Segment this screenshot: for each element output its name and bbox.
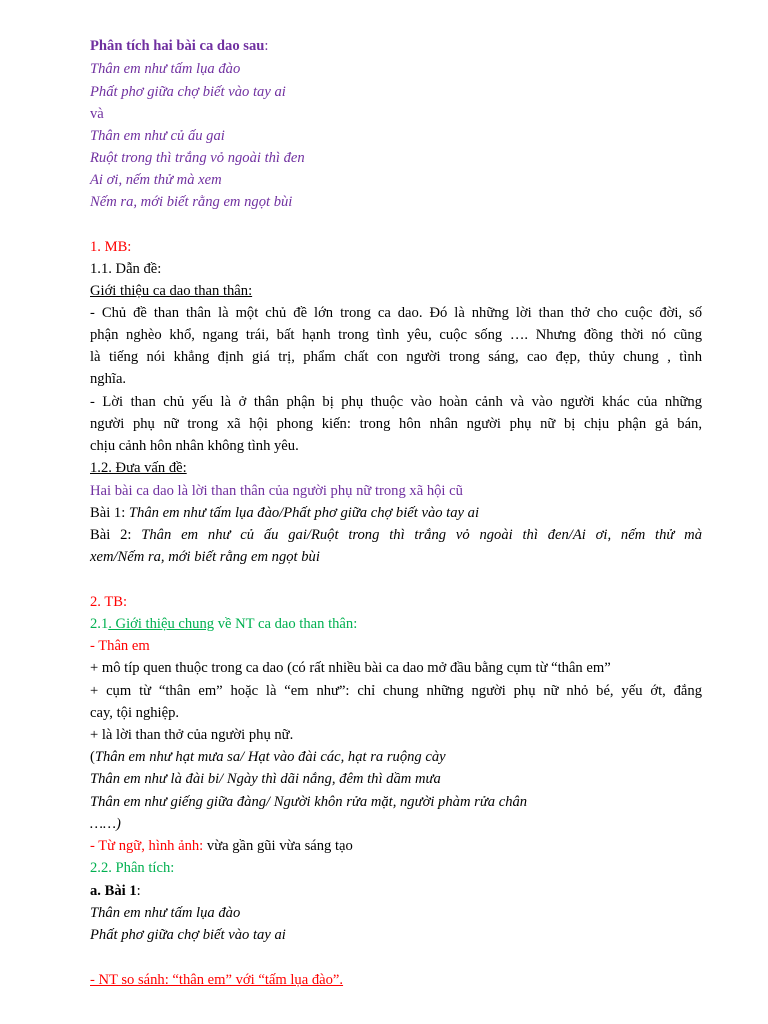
paragraph-line: là tiếng nói khẳng định giá trị, phẩm chất con người trong sáng, cao đẹp, thủy chung , tình [90,349,702,365]
example-text: Thân em như hạt mưa sa/ Hạt vào đài các, hạt ra ruộng cày [94,749,446,765]
bullet-line: + cụm từ “thân em” hoặc là “em như”: chỉ chung những người phụ nữ nhỏ bé, yếu ớt, đắng [90,683,702,699]
subsection-1-2-text: Hai bài ca dao là lời than thân của người phụ nữ trong xã hội cũ [90,483,463,499]
poem-line: Thân em như tấm lụa đào [90,905,241,921]
paragraph-line: nghĩa. [90,371,127,387]
bai2-text: Thân em như củ ấu gai/Ruột trong thì trắng vỏ ngoài thì đen/Ai ơi, nếm thử mà [141,527,703,543]
poem2-line: Nếm ra, mới biết rằng em ngọt bùi [90,194,293,210]
and-word: và [90,106,104,122]
paragraph-line: người phụ nữ trong xã hội phong kiến: trong hôn nhân người phụ nữ bị chịu phận gả bán, [90,416,702,432]
subsection-2-1-link: . Giới thiệu chung [108,616,215,632]
paragraph-line: chịu cảnh hôn nhân không tình yêu. [90,438,299,454]
tu-ngu-label: - Từ ngữ, hình ảnh: [90,838,204,854]
tu-ngu-text: vừa gần gũi vừa sáng tạo [203,838,353,854]
subsection-1-2: 1.2. Đưa vấn đề: [90,460,187,476]
nt-so-sanh-line: - NT so sánh: “thân em” với “tấm lụa đào”. [90,972,344,988]
poem-line: Phất phơ giữa chợ biết vào tay ai [90,927,286,943]
intro-heading [90,37,702,55]
bai2-line-cont: xem/Nếm ra, mới biết rằng em ngọt bùi [90,549,320,565]
bai1-text: Thân em như tấm lụa đào/Phất phơ giữa chợ biết vào tay ai [128,505,480,521]
example-line: ……) [90,816,121,832]
paragraph-line: - Lời than chủ yếu là ở thân phận bị phụ thuộc vào hoàn cảnh và vào người khác của những [90,394,702,410]
poem2-line: Ai ơi, nếm thử mà xem [90,172,222,188]
paragraph-line: phận nghèo khổ, ngang trái, bất hạnh trong tình yêu, cuộc sống …. Nhưng đồng thời nó cũng [90,327,702,343]
subsection-1-1-sub: Giới thiệu ca dao than thân: [90,283,253,299]
heading-text: Phân tích hai bài ca dao sau [90,38,265,54]
example-line: Thân em như giếng giữa đàng/ Người khôn rửa mặt, người phàm rửa chân [90,794,528,810]
section-tb-title: 2. TB: [90,594,128,610]
poem1-line: Phất phơ giữa chợ biết vào tay ai [90,84,286,100]
subsection-1-1: 1.1. Dẫn đề: [90,261,162,277]
bullet-line: cay, tội nghiệp. [90,705,180,721]
bai2-line [90,526,702,544]
subsection-2-1-rest: về NT ca dao than thân: [214,616,358,632]
subsection-2-2: 2.2. Phân tích: [90,860,175,876]
poem1-line: Thân em như tấm lụa đào [90,61,241,77]
bai1-line [90,504,702,522]
bai1-heading [90,882,702,900]
bullet-line: + là lời than thở của người phụ nữ. [90,727,294,743]
section-mb-title: 1. MB: [90,239,132,255]
bai1-label: Bài 1: [90,505,129,521]
example-paren: ( [90,749,95,765]
subsection-2-1 [90,615,702,633]
bai1-heading-label: a. Bài 1 [90,883,137,899]
poem2-line: Ruột trong thì trắng vỏ ngoài thì đen [90,150,305,166]
than-em-heading: - Thân em [90,638,150,654]
example-line: Thân em như là đài bi/ Ngày thì dãi nắng, đêm thì dầm mưa [90,771,441,787]
bai1-heading-colon: : [136,883,141,899]
bullet-line: + mô típ quen thuộc trong ca dao (có rất nhiều bài ca dao mở đầu bằng cụm từ “thân em” [90,660,611,676]
example-line [90,748,702,766]
heading-colon: : [264,38,269,54]
paragraph-line: - Chủ đề than thân là một chủ đề lớn trong ca dao. Đó là những lời than thở cho cuộc đời, số [90,305,702,321]
bai2-label: Bài 2: [90,527,142,543]
poem2-line: Thân em như củ ấu gai [90,128,225,144]
tu-ngu-line [90,837,702,855]
subsection-2-1-number: 2.1 [90,616,109,632]
